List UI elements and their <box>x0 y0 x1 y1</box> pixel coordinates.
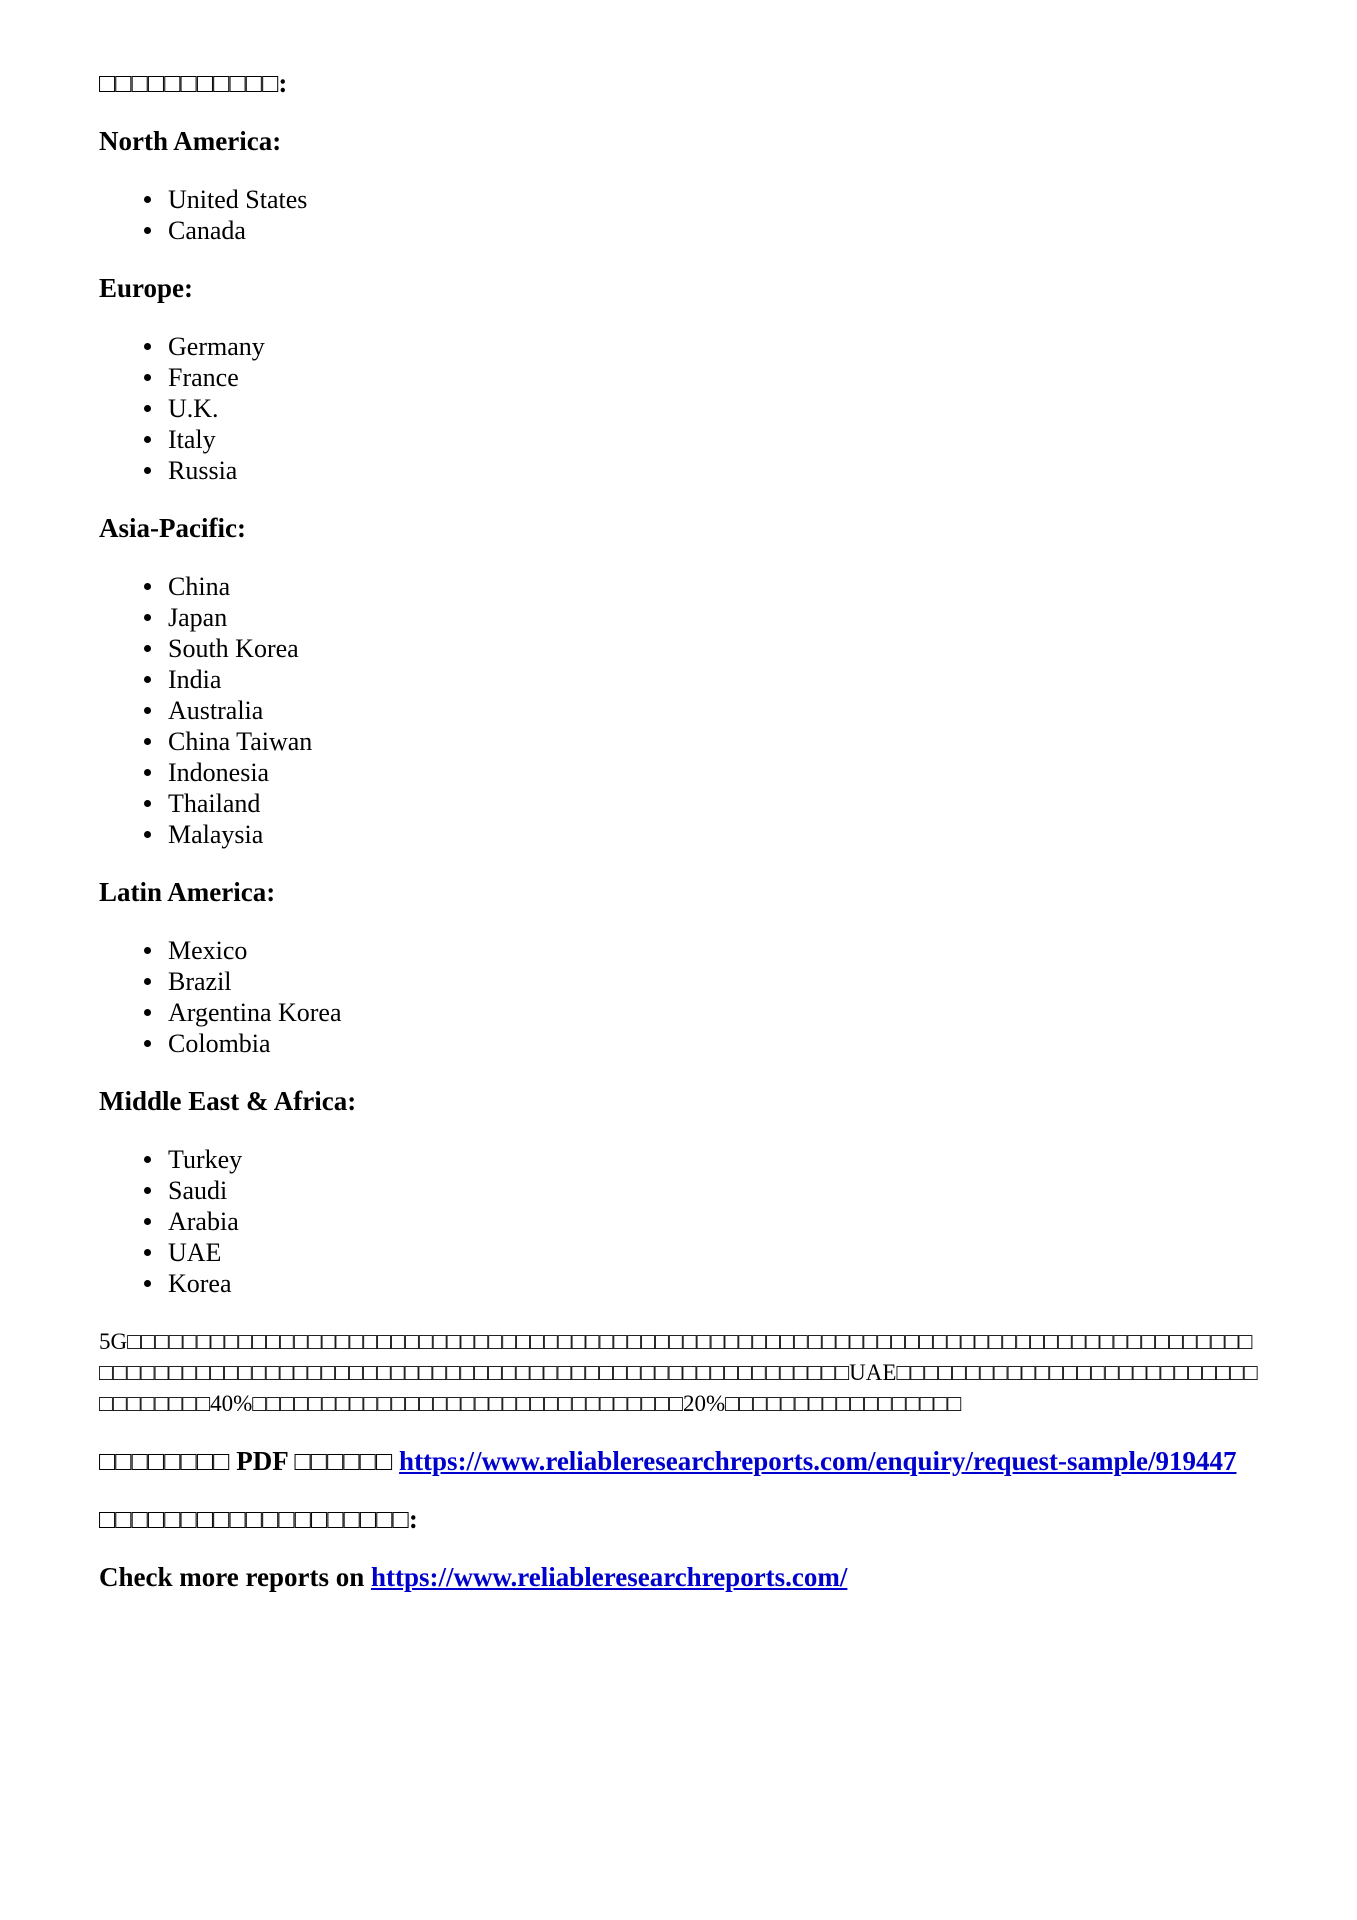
country-list-item: Japan <box>168 602 1258 633</box>
country-list <box>99 184 1258 246</box>
country-list-item: United States <box>168 184 1258 215</box>
region-heading: North America: <box>99 126 282 156</box>
country-list-item: Argentina Korea <box>168 997 1258 1028</box>
country-list <box>99 331 1258 486</box>
more-reports-link[interactable]: https://www.reliableresearchreports.com/ <box>370 1562 848 1592</box>
region-heading: Latin America: <box>99 877 276 907</box>
sample-request-line <box>99 1446 1258 1477</box>
country-list-item: Saudi <box>168 1175 1258 1206</box>
country-list-item: Colombia <box>168 1028 1258 1059</box>
country-list-item: Indonesia <box>168 757 1258 788</box>
country-list-item: China Taiwan <box>168 726 1258 757</box>
region-heading: Asia-Pacific: <box>99 513 246 543</box>
country-list-item: UAE <box>168 1237 1258 1268</box>
country-list-item: India <box>168 664 1258 695</box>
country-list-item: Canada <box>168 215 1258 246</box>
more-reports-line <box>99 1562 1258 1593</box>
country-list-item: China <box>168 571 1258 602</box>
country-list-item: Brazil <box>168 966 1258 997</box>
region-heading: Europe: <box>99 273 194 303</box>
purchase-label: □□□□□□□□□□□□□□□□□□□: <box>99 1504 418 1534</box>
region-heading: Middle East & Africa: <box>99 1086 357 1116</box>
country-list <box>99 935 1258 1059</box>
country-list-item: Australia <box>168 695 1258 726</box>
country-list-item: U.K. <box>168 393 1258 424</box>
country-list-item: Thailand <box>168 788 1258 819</box>
country-list <box>99 1144 1258 1299</box>
country-list <box>99 571 1258 850</box>
market-summary-paragraph: 5G□□□□□□□□□□□□□□□□□□□□□□□□□□□□□□□□□□□□□□□□□□□□□□□□□□□□□□□□□□□□□□□□□□□□□□□□□□□□□□□□□□□□□□□□□□□□□□□□□□□□□□□□□□□□□□□□□□□□□□□□□□□□□□□□□□□□□□□UAE□□□□□□□□□□□□□□□□□□□□□□□□□□□□□□□□□□40%□□□□□□□□□□□□□□□□□□□□□□□□□□□□□□□20%□□□□□□□□□□□□□□□□□ <box>99 1329 1258 1416</box>
regional-intro-label: □□□□□□□□□□□: <box>99 68 288 98</box>
country-list-item: Russia <box>168 455 1258 486</box>
regions-section <box>99 126 1258 1299</box>
country-list-item: Arabia <box>168 1206 1258 1237</box>
country-list-item: France <box>168 362 1258 393</box>
sample-request-prefix: □□□□□□□□ PDF □□□□□□ <box>99 1446 393 1476</box>
country-list-item: Germany <box>168 331 1258 362</box>
country-list-item: Malaysia <box>168 819 1258 850</box>
country-list-item: Mexico <box>168 935 1258 966</box>
country-list-item: Turkey <box>168 1144 1258 1175</box>
sample-request-link[interactable]: https://www.reliableresearchreports.com/enquiry/request-sample/919447 <box>399 1446 1237 1476</box>
country-list-item: South Korea <box>168 633 1258 664</box>
country-list-item: Korea <box>168 1268 1258 1299</box>
more-reports-prefix: Check more reports on <box>99 1562 365 1592</box>
country-list-item: Italy <box>168 424 1258 455</box>
